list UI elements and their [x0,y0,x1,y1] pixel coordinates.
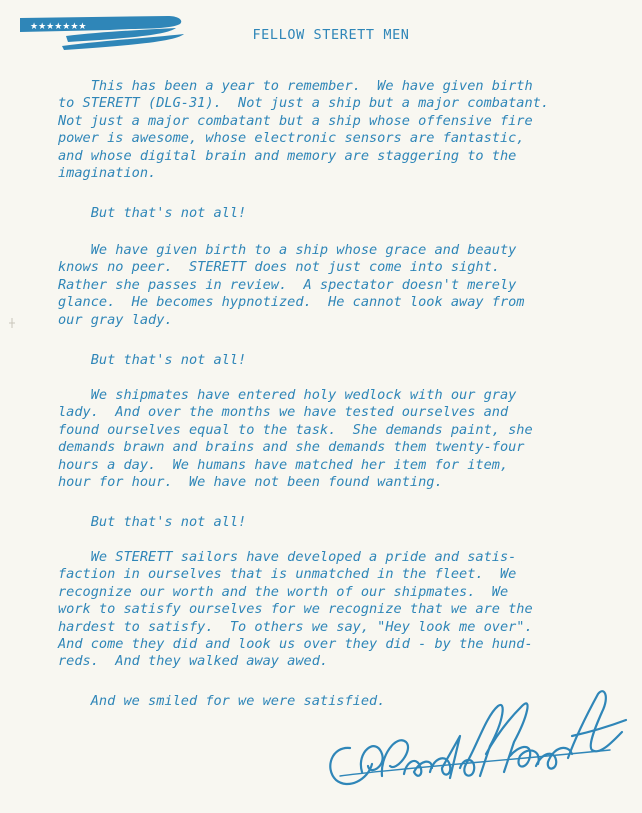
paragraph-grace: We have given birth to a ship whose grace and beauty knows no peer. STERETT does not just come into sight. Rather she passes in review. A spectator doesn't merely glance. He becomes hypnotized. He cannot look away from our gray lady. [58,242,525,328]
refrain-3: But that's not all! [58,514,247,530]
letter-title: FELLOW STERETT MEN [252,27,410,43]
paragraph-wedlock: We shipmates have entered holy wedlock with our gray lady. And over the months we have tested ourselves and found ourselves equal to the task. She demands paint, she demands brawn and brains and she demands them twenty-four hours a day. We humans have matched her item for item, hour for hour. We have not been found wanting. [58,387,533,491]
svg-text:★★★★★★★: ★★★★★★★ [30,22,87,32]
paper-mark [9,318,15,328]
paragraph-birth: This has been a year to remember. We have given birth to STERETT (DLG-31). Not just a ship but a major combatant. Not just a major combatant but a ship whose offensive fire power is awesome, whose electronic sensors are fantastic, and whose digital brain and memory are staggering to the imagination. [58,78,550,182]
refrain-2: But that's not all! [58,352,247,368]
closing-line: And we smiled for we were satisfied. [58,693,386,709]
handwritten-signature [310,676,630,796]
paragraph-pride: We STERETT sailors have developed a pride and satis- faction in ourselves that is unmatched in the fleet. We recognize our worth and the worth of our shipmates. We work to satisfy ourselves for we recognize that we are the hardest to satisfy. To others we say, "Hey look me over". And come they did and look us over they did - by the hund- reds. And they walked away awed. [58,549,533,670]
refrain-1: But that's not all! [58,205,247,221]
